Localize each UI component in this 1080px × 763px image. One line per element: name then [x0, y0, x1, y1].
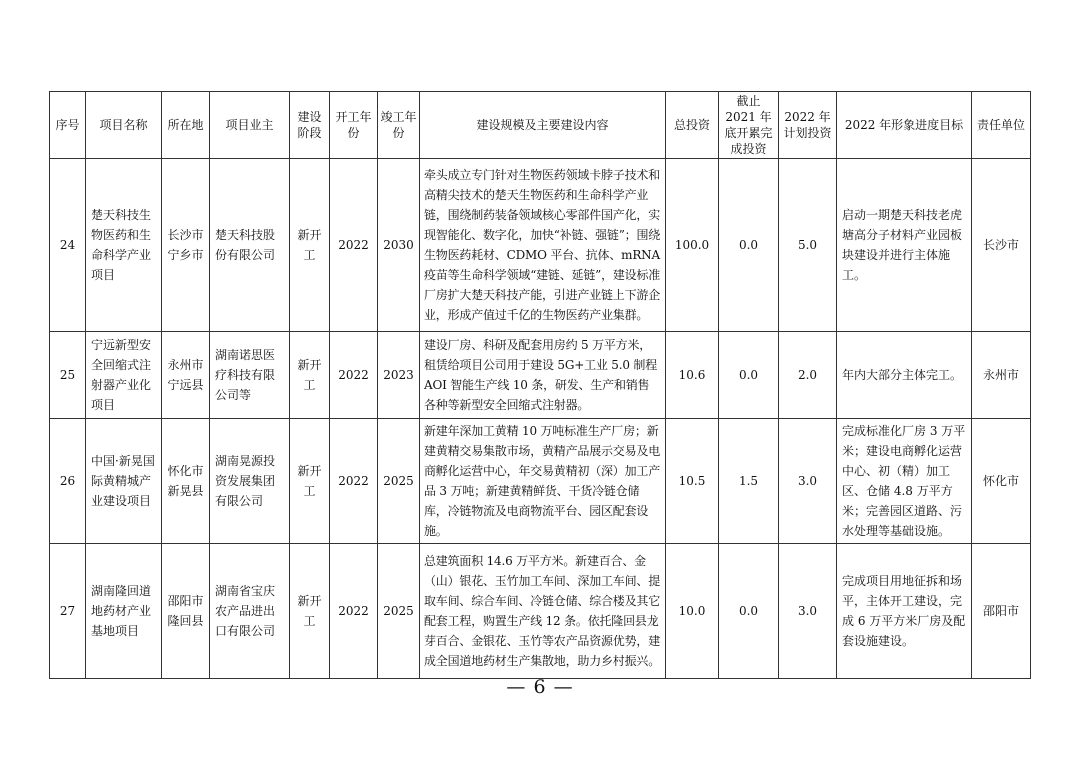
table-header-row — [50, 92, 1031, 159]
row-responsible-unit: 怀化市 — [972, 419, 1031, 544]
row-content: 新建年深加工黄精 10 万吨标准生产厂房；新建黄精交易集散市场，黄精产品展示交易及电商孵化运营中心，年交易黄精初（深）加工产品 3 万吨；新建黄精鲜货、干货冷链仓储库，冷链物流及电商物流平台、园区配套设施。 — [420, 419, 666, 544]
header-stage: 建设阶段 — [290, 92, 330, 159]
row-responsible-unit: 永州市 — [972, 332, 1031, 419]
row-plan-investment: 3.0 — [779, 544, 837, 679]
row-content: 牵头成立专门针对生物医药领域卡脖子技术和高精尖技术的楚天生物医药和生命科学产业链，围绕制药装备领域核心零部件国产化，实现智能化、数字化，加快“补链、强链”；围绕生物医药耗材、CDMO 平台、抗体、mRNA 疫苗等生命科学领域“建链、延链”，建设标准厂房扩大楚天科技产能，引进产业链上下游企业，形成产值过千亿的生物医药产业集群。 — [420, 159, 666, 332]
header-completed-investment: 截止 2021 年底开累完成投资 — [719, 92, 779, 159]
row-stage: 新开工 — [290, 332, 330, 419]
row-location: 永州市宁远县 — [162, 332, 210, 419]
row-total-investment: 100.0 — [666, 159, 719, 332]
row-no: 25 — [50, 332, 86, 419]
header-no: 序号 — [50, 92, 86, 159]
row-owner: 湖南诺思医疗科技有限公司等 — [210, 332, 290, 419]
table-row — [50, 159, 1031, 332]
row-progress-target: 启动一期楚天科技老虎塘高分子材料产业园板块建设并进行主体施工。 — [837, 159, 972, 332]
row-end-year: 2025 — [378, 544, 420, 679]
row-stage: 新开工 — [290, 159, 330, 332]
header-owner: 项目业主 — [210, 92, 290, 159]
header-start-year: 开工年份 — [330, 92, 378, 159]
row-owner: 楚天科技股份有限公司 — [210, 159, 290, 332]
row-stage: 新开工 — [290, 544, 330, 679]
row-plan-investment: 3.0 — [779, 419, 837, 544]
table-row — [50, 544, 1031, 679]
row-owner: 湖南省宝庆农产品进出口有限公司 — [210, 544, 290, 679]
header-plan-investment: 2022 年计划投资 — [779, 92, 837, 159]
row-total-investment: 10.0 — [666, 544, 719, 679]
row-start-year: 2022 — [330, 544, 378, 679]
header-total-investment: 总投资 — [666, 92, 719, 159]
row-plan-investment: 5.0 — [779, 159, 837, 332]
row-completed-investment: 1.5 — [719, 419, 779, 544]
header-end-year: 竣工年份 — [378, 92, 420, 159]
table-row — [50, 332, 1031, 419]
row-no: 24 — [50, 159, 86, 332]
row-completed-investment: 0.0 — [719, 159, 779, 332]
row-total-investment: 10.5 — [666, 419, 719, 544]
header-progress-target: 2022 年形象进度目标 — [837, 92, 972, 159]
row-content: 总建筑面积 14.6 万平方米。新建百合、金（山）银花、玉竹加工车间、深加工车间、提取车间、综合车间、冷链仓储、综合楼及其它配套工程，购置生产线 12 条。依托隆回县龙芽百合、金银花、玉竹等农产品资源优势，建成全国道地药材生产集散地，助力乡村振兴。 — [420, 544, 666, 679]
row-no: 26 — [50, 419, 86, 544]
row-responsible-unit: 邵阳市 — [972, 544, 1031, 679]
row-responsible-unit: 长沙市 — [972, 159, 1031, 332]
row-total-investment: 10.6 — [666, 332, 719, 419]
header-responsible-unit: 责任单位 — [972, 92, 1031, 159]
row-start-year: 2022 — [330, 332, 378, 419]
row-location: 怀化市新晃县 — [162, 419, 210, 544]
row-no: 27 — [50, 544, 86, 679]
row-end-year: 2023 — [378, 332, 420, 419]
page-number: — 6 — — [506, 676, 574, 698]
row-progress-target: 完成标准化厂房 3 万平米；建设电商孵化运营中心、初（精）加工区、仓储 4.8 万平方米；完善园区道路、污水处理等基础设施。 — [837, 419, 972, 544]
row-progress-target: 年内大部分主体完工。 — [837, 332, 972, 419]
row-owner: 湖南晃源投资发展集团有限公司 — [210, 419, 290, 544]
header-location: 所在地 — [162, 92, 210, 159]
row-location: 邵阳市隆回县 — [162, 544, 210, 679]
row-project-name: 湖南隆回道地药材产业基地项目 — [86, 544, 162, 679]
header-content: 建设规模及主要建设内容 — [420, 92, 666, 159]
row-plan-investment: 2.0 — [779, 332, 837, 419]
row-completed-investment: 0.0 — [719, 544, 779, 679]
row-project-name: 楚天科技生物医药和生命科学产业项目 — [86, 159, 162, 332]
row-project-name: 中国·新晃国际黄精城产业建设项目 — [86, 419, 162, 544]
header-name: 项目名称 — [86, 92, 162, 159]
row-start-year: 2022 — [330, 159, 378, 332]
table-row — [50, 419, 1031, 544]
row-location: 长沙市宁乡市 — [162, 159, 210, 332]
row-completed-investment: 0.0 — [719, 332, 779, 419]
row-stage: 新开工 — [290, 419, 330, 544]
project-table — [49, 91, 1031, 679]
row-end-year: 2030 — [378, 159, 420, 332]
row-start-year: 2022 — [330, 419, 378, 544]
row-end-year: 2025 — [378, 419, 420, 544]
row-project-name: 宁远新型安全回缩式注射器产业化项目 — [86, 332, 162, 419]
row-progress-target: 完成项目用地征拆和场平，主体开工建设，完成 6 万平方米厂房及配套设施建设。 — [837, 544, 972, 679]
row-content: 建设厂房、科研及配套用房约 5 万平方米，租赁给项目公司用于建设 5G+工业 5.0 制程 AOI 智能生产线 10 条，研发、生产和销售各种等新型安全回缩式注射器。 — [420, 332, 666, 419]
